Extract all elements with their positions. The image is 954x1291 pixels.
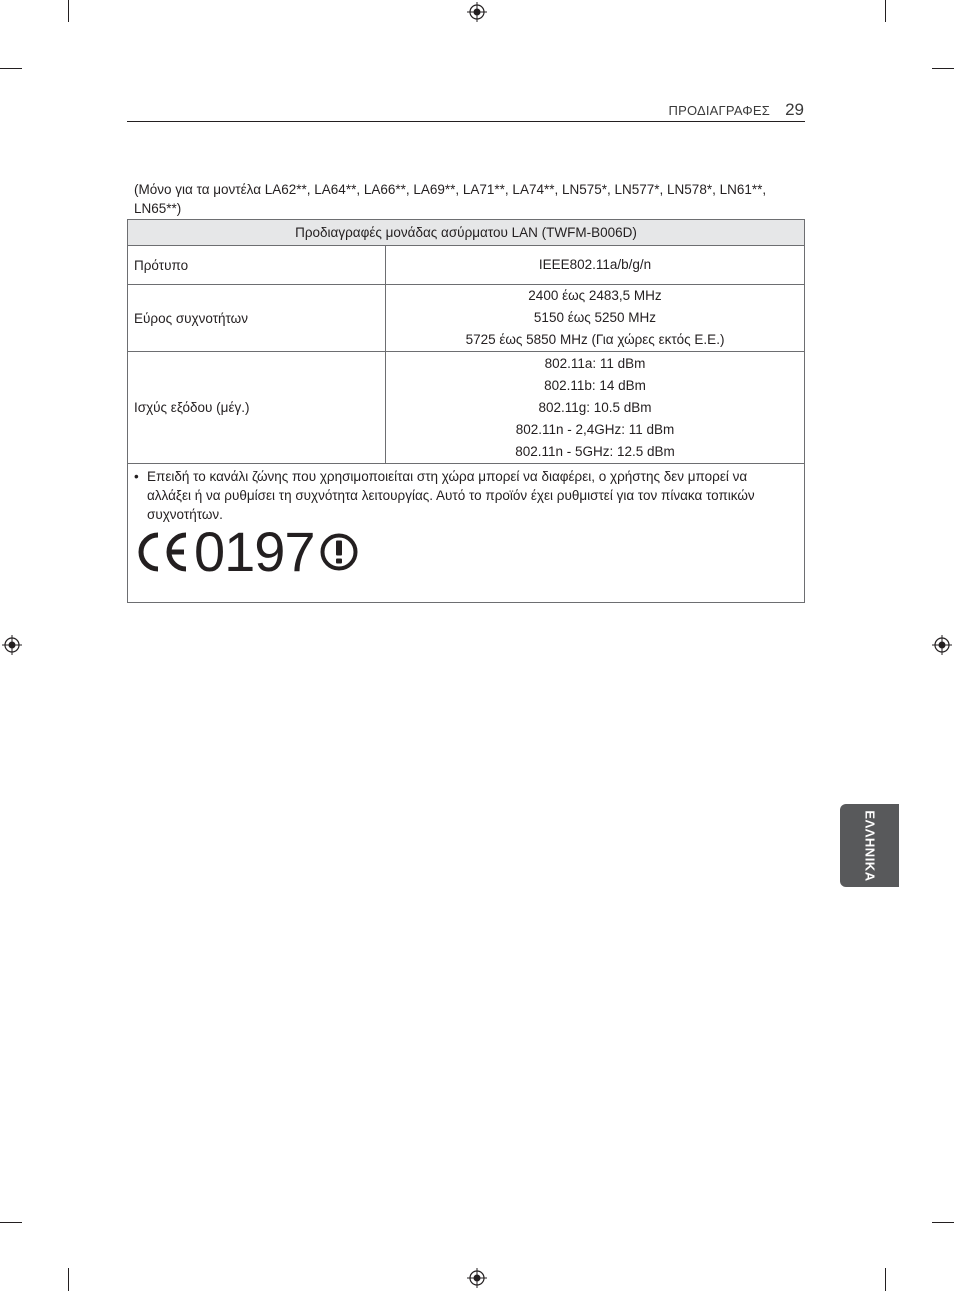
row-value — [386, 352, 805, 464]
registration-mark-icon — [467, 1268, 487, 1288]
language-tab — [840, 804, 899, 887]
row-label: Ισχύς εξόδου (μέγ.) — [128, 352, 386, 464]
page-number: 29 — [785, 100, 804, 119]
row-label: Πρότυπο — [128, 246, 386, 285]
row-value — [386, 246, 805, 285]
crop-mark — [885, 1268, 886, 1291]
row-label: Εύρος συχνοτήτων — [128, 285, 386, 352]
crop-mark — [932, 68, 954, 69]
crop-mark — [68, 0, 69, 22]
table-note-row — [128, 464, 805, 603]
crop-mark — [0, 1222, 22, 1223]
table-row — [128, 246, 805, 285]
registration-mark-icon — [932, 635, 952, 655]
value-line: 5150 έως 5250 MHz — [533, 310, 657, 325]
value-line: 802.11b: 14 dBm — [544, 377, 646, 393]
value-line: 802.11n - 5GHz: 12.5 dBm — [515, 443, 675, 459]
table-title: Προδιαγραφές μονάδας ασύρματου LAN (TWFM-B006D) — [128, 220, 805, 246]
value-line: 802.11a: 11 dBm — [544, 355, 646, 371]
models-note: (Μόνο για τα μοντέλα LA62**, LA64**, LA66**, LA69**, LA71**, LA74**, LN575*, LN577*, LN578*, LN61**, LN65**) — [134, 182, 767, 216]
table-note-cell — [128, 464, 805, 603]
value-line: 5725 έως 5850 MHz (Για χώρες εκτός Ε.Ε.) — [465, 332, 725, 347]
value-line: 802.11g: 10.5 dBm — [538, 399, 652, 415]
section-title: ΠΡΟΔΙΑΓΡΑΦΕΣ — [668, 103, 770, 118]
registration-mark-icon — [467, 2, 487, 22]
crop-mark — [0, 68, 22, 69]
table-header-row — [128, 220, 805, 246]
language-tab-label: ΕΛΛΗΝΙΚΑ — [862, 809, 877, 882]
value-line: IEEE802.11a/b/g/n — [538, 257, 652, 272]
row-value — [386, 285, 805, 352]
value-line: 2400 έως 2483,5 MHz — [528, 288, 662, 303]
table-row — [128, 285, 805, 352]
registration-mark-icon — [2, 635, 22, 655]
crop-mark — [68, 1268, 69, 1291]
value-line: 802.11n - 2,4GHz: 11 dBm — [515, 421, 675, 437]
notified-body-number: 0197 — [194, 520, 315, 583]
alert-circle-icon — [319, 532, 359, 572]
note-text: Επειδή το κανάλι ζώνης που χρησιμοποιείται στη χώρα μπορεί να διαφέρει, ο χρήστης δεν μπορεί να αλλάξει ή να ρυθμίσει τη συχνότητα λειτουργίας. Αυτό το προϊόν έχει ρυθμιστεί για τον πίνακα τοπικών συχνοτήτων. — [147, 469, 755, 522]
crop-mark — [932, 1222, 954, 1223]
certification-marks — [136, 520, 359, 583]
frequency-note — [134, 467, 790, 524]
wireless-lan-spec-table — [127, 219, 805, 603]
crop-mark — [885, 0, 886, 22]
table-row — [128, 352, 805, 464]
ce-mark-icon — [136, 530, 190, 574]
header-divider — [127, 121, 805, 122]
bullet: • — [134, 469, 139, 484]
